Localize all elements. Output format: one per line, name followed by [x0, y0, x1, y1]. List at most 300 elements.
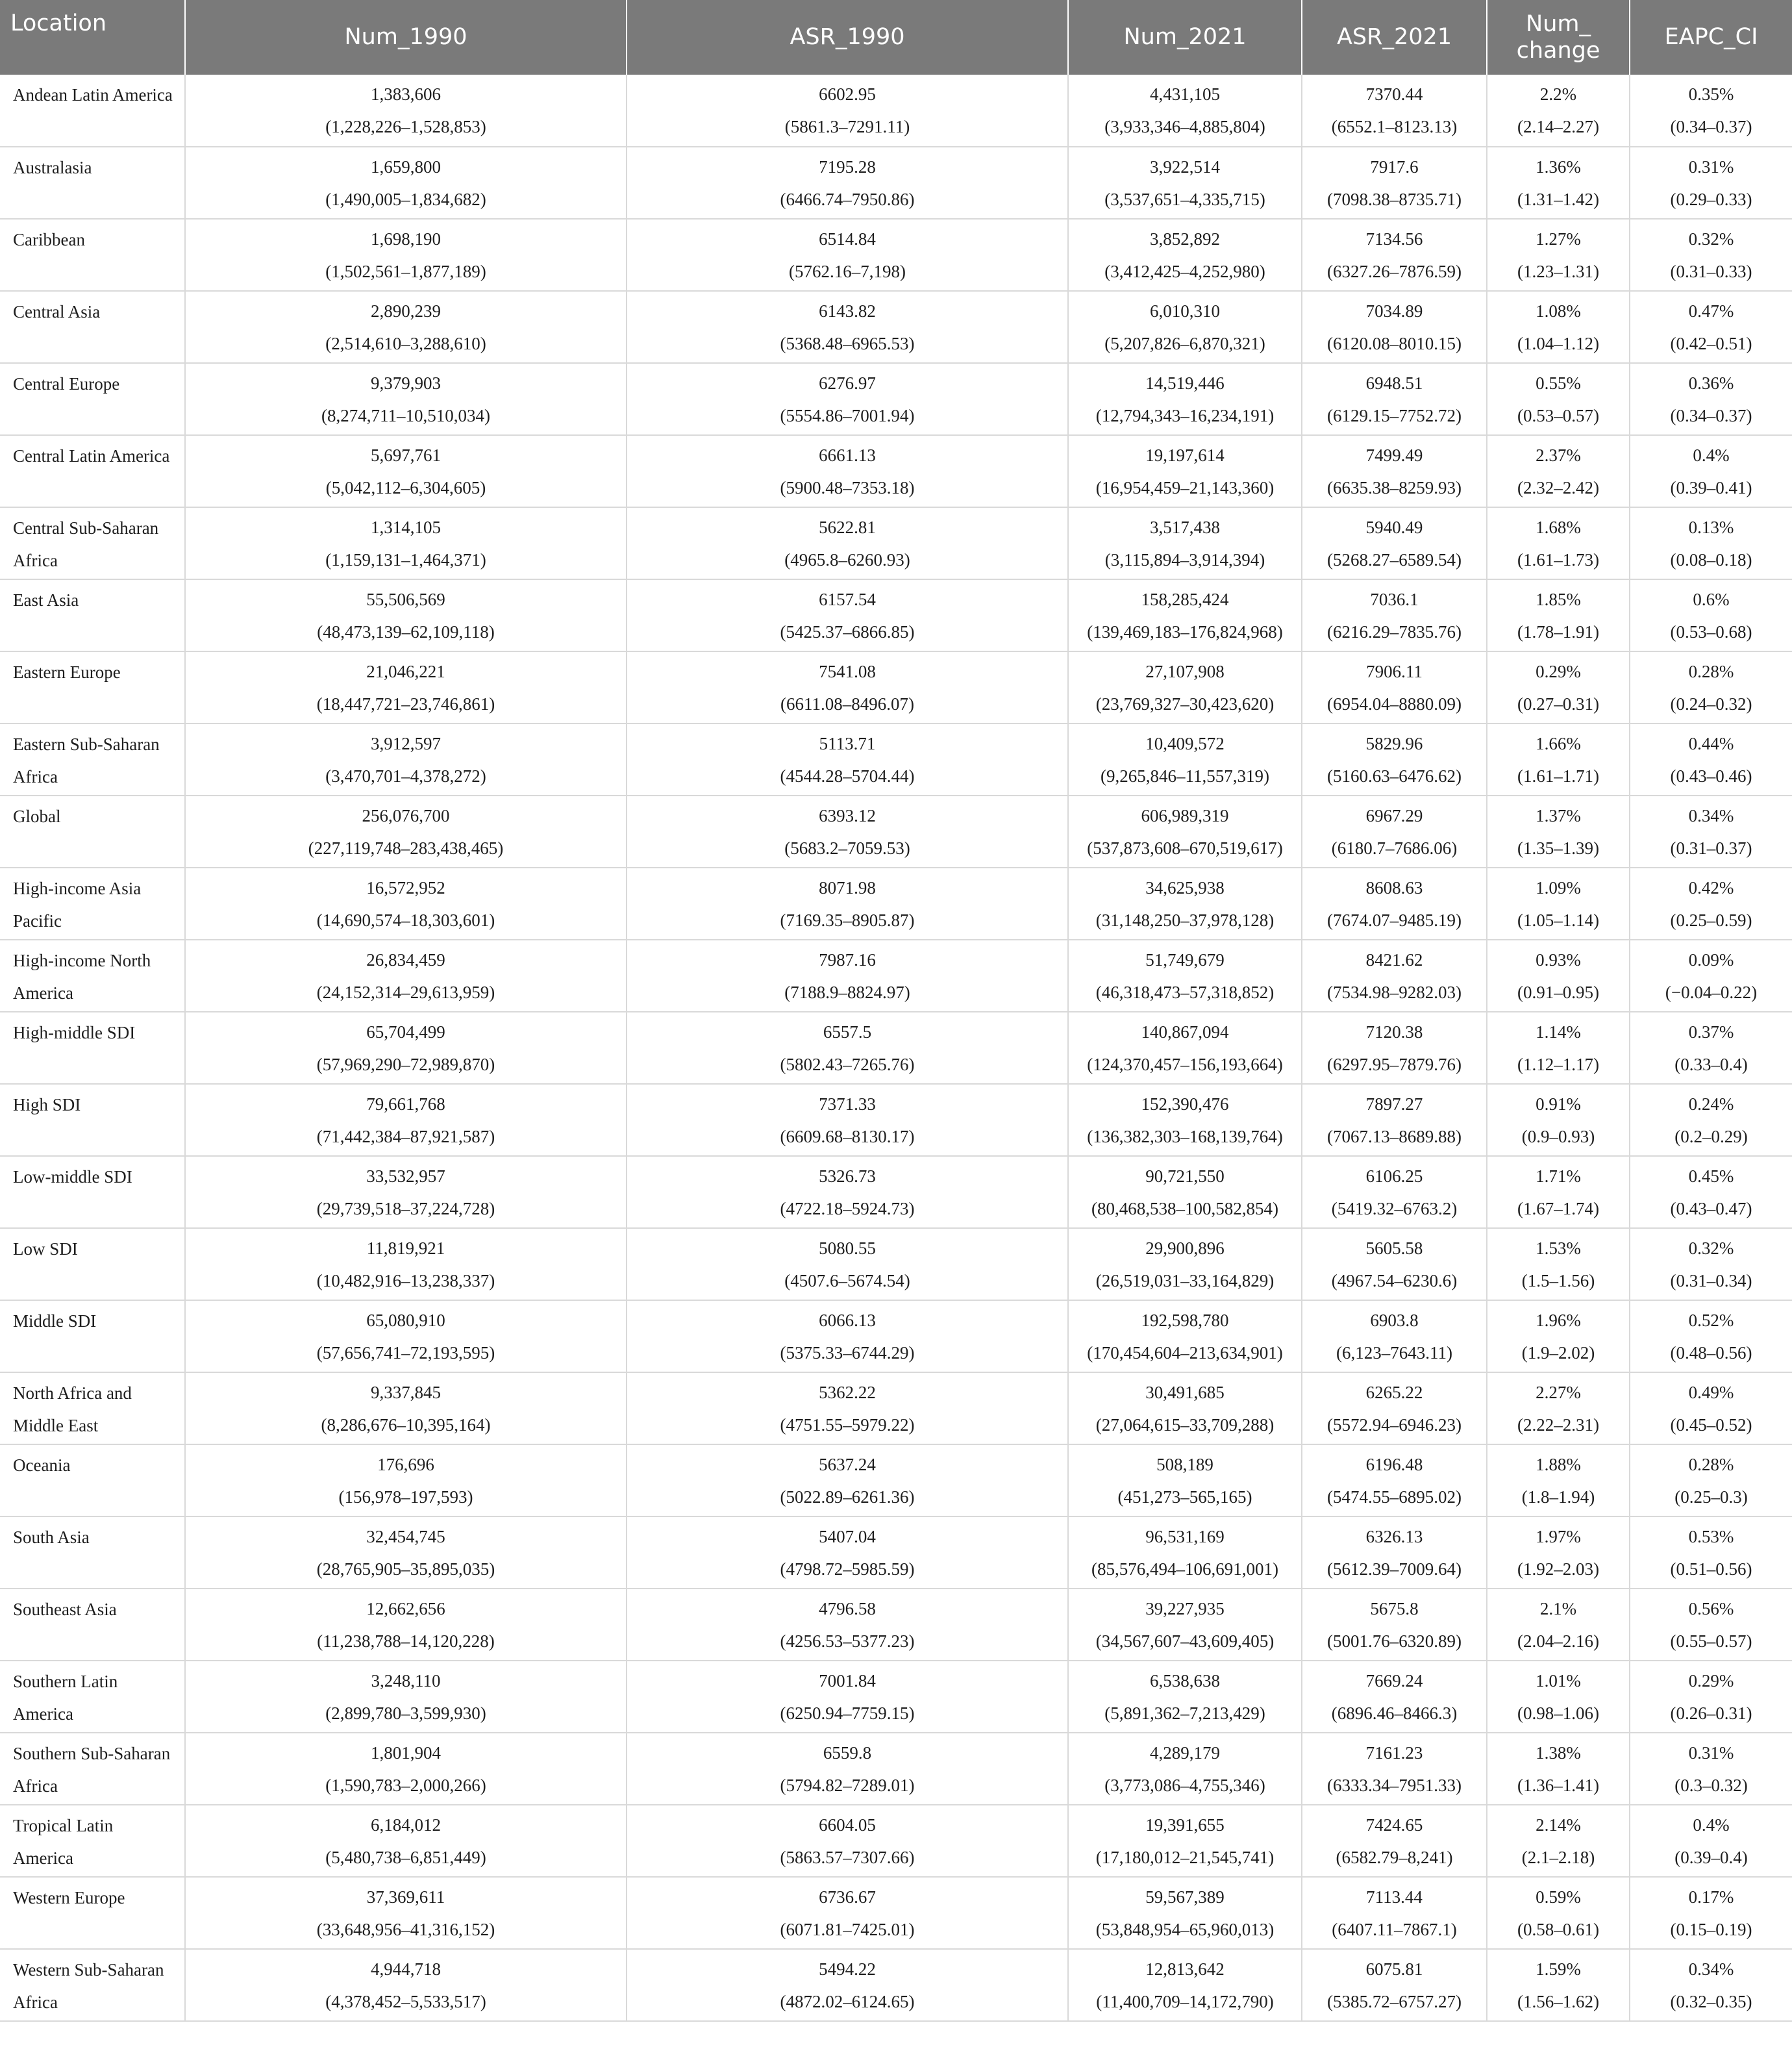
cell-interval: (0.91–0.95)	[1517, 982, 1599, 1002]
cell-interval: (6297.95–7879.76)	[1327, 1054, 1462, 1074]
cell-num-1990	[185, 291, 627, 363]
header-num-1990: Num_1990	[185, 0, 627, 75]
cell-asr-1990	[627, 507, 1068, 579]
cell-asr-1990	[627, 1877, 1068, 1949]
cell-value: 7917.6	[1370, 157, 1419, 177]
cell-value: 96,531,169	[1145, 1526, 1225, 1546]
cell-num-1990	[185, 147, 627, 219]
cell-asr-1990	[627, 1444, 1068, 1516]
cell-num-change	[1487, 579, 1630, 651]
cell-asr-2021	[1302, 940, 1487, 1012]
cell-asr-2021	[1302, 507, 1487, 579]
cell-interval: (5001.76–6320.89)	[1327, 1631, 1462, 1651]
cell-location	[0, 1156, 185, 1228]
cell-interval: (0.43–0.46)	[1670, 766, 1752, 786]
cell-value: 2.27%	[1536, 1382, 1581, 1402]
cell-interval: (6250.94–7759.15)	[780, 1703, 915, 1723]
cell-num-2021	[1068, 1805, 1302, 1877]
cell-num-change	[1487, 1733, 1630, 1805]
cell-interval: (0.53–0.57)	[1517, 405, 1599, 425]
cell-interval: (5794.82–7289.01)	[780, 1775, 915, 1795]
location-label: Central Asia	[13, 302, 101, 321]
cell-interval: (7098.38–8735.71)	[1327, 189, 1462, 209]
cell-location	[0, 291, 185, 363]
cell-value: 1,314,105	[371, 517, 441, 537]
cell-num-2021	[1068, 435, 1302, 507]
cell-interval: (1,159,131–1,464,371)	[325, 549, 486, 570]
cell-value: 0.91%	[1536, 1094, 1581, 1114]
cell-value: 90,721,550	[1145, 1166, 1225, 1186]
table-row	[0, 1444, 1792, 1516]
cell-value: 7897.27	[1365, 1094, 1423, 1114]
cell-interval: (4967.54–6230.6)	[1331, 1270, 1458, 1290]
cell-num-1990	[185, 1516, 627, 1589]
cell-value: 6557.5	[823, 1022, 872, 1042]
table-row	[0, 147, 1792, 219]
cell-value: 0.17%	[1688, 1887, 1734, 1907]
cell-asr-1990	[627, 1012, 1068, 1084]
cell-location	[0, 1949, 185, 2021]
table-row	[0, 1300, 1792, 1372]
cell-value: 29,900,896	[1145, 1238, 1225, 1258]
cell-interval: (6954.04–8880.09)	[1327, 694, 1462, 714]
cell-num-2021	[1068, 1733, 1302, 1805]
cell-num-2021	[1068, 147, 1302, 219]
cell-value: 16,572,952	[366, 877, 445, 898]
table-row	[0, 1733, 1792, 1805]
header-location: Location	[0, 0, 185, 75]
cell-value: 5080.55	[819, 1238, 876, 1258]
cell-interval: (0.24–0.32)	[1670, 694, 1752, 714]
cell-asr-2021	[1302, 1228, 1487, 1300]
location-label: Central Europe	[13, 374, 120, 394]
cell-interval: (5612.39–7009.64)	[1327, 1559, 1462, 1579]
location-label: Tropical Latin America	[13, 1816, 114, 1868]
cell-value: 2.1%	[1539, 1598, 1577, 1618]
cell-num-2021	[1068, 940, 1302, 1012]
cell-value: 0.4%	[1693, 445, 1730, 465]
cell-eapc-ci	[1630, 1228, 1792, 1300]
cell-interval: (2.1–2.18)	[1521, 1847, 1595, 1867]
cell-num-change	[1487, 435, 1630, 507]
cell-num-change	[1487, 1300, 1630, 1372]
cell-asr-1990	[627, 723, 1068, 796]
cell-value: 6143.82	[819, 301, 876, 321]
cell-value: 3,248,110	[371, 1670, 441, 1691]
cell-asr-1990	[627, 796, 1068, 868]
cell-interval: (80,468,538–100,582,854)	[1091, 1198, 1278, 1218]
cell-interval: (1.9–2.02)	[1521, 1342, 1595, 1363]
cell-interval: (0.45–0.52)	[1670, 1414, 1752, 1435]
cell-interval: (53,848,954–65,960,013)	[1095, 1919, 1275, 1939]
cell-eapc-ci	[1630, 868, 1792, 940]
cell-value: 2.2%	[1539, 84, 1577, 104]
cell-num-1990	[185, 1372, 627, 1444]
cell-asr-1990	[627, 1228, 1068, 1300]
cell-value: 0.29%	[1688, 1670, 1734, 1691]
cell-asr-1990	[627, 868, 1068, 940]
cell-num-1990	[185, 1300, 627, 1372]
cell-value: 1,698,190	[371, 229, 441, 249]
location-label: High-income Asia Pacific	[13, 879, 142, 931]
cell-asr-2021	[1302, 1372, 1487, 1444]
cell-value: 0.24%	[1688, 1094, 1734, 1114]
cell-eapc-ci	[1630, 651, 1792, 723]
cell-interval: (3,412,425–4,252,980)	[1104, 261, 1265, 281]
cell-value: 6106.25	[1365, 1166, 1423, 1186]
cell-value: 1.97%	[1536, 1526, 1581, 1546]
cell-eapc-ci	[1630, 1012, 1792, 1084]
cell-value: 6604.05	[819, 1815, 876, 1835]
cell-num-change	[1487, 940, 1630, 1012]
cell-value: 19,197,614	[1145, 445, 1225, 465]
cell-value: 1.88%	[1536, 1454, 1581, 1474]
cell-value: 0.42%	[1688, 877, 1734, 898]
cell-asr-1990	[627, 75, 1068, 147]
cell-interval: (29,739,518–37,224,728)	[316, 1198, 495, 1218]
table-row	[0, 1877, 1792, 1949]
cell-eapc-ci	[1630, 796, 1792, 868]
cell-num-change	[1487, 1012, 1630, 1084]
cell-num-change	[1487, 1228, 1630, 1300]
cell-asr-1990	[627, 1156, 1068, 1228]
cell-asr-1990	[627, 940, 1068, 1012]
cell-interval: (6635.38–8259.93)	[1327, 477, 1462, 497]
cell-interval: (0.9–0.93)	[1521, 1126, 1595, 1146]
cell-value: 1,383,606	[371, 84, 441, 104]
cell-value: 1.85%	[1536, 589, 1581, 609]
cell-asr-1990	[627, 1300, 1068, 1372]
cell-interval: (3,470,701–4,378,272)	[325, 766, 486, 786]
cell-num-1990	[185, 1084, 627, 1156]
cell-location	[0, 1877, 185, 1949]
cell-interval: (6609.68–8130.17)	[780, 1126, 915, 1146]
cell-interval: (136,382,303–168,139,764)	[1087, 1126, 1283, 1146]
cell-interval: (1,490,005–1,834,682)	[325, 189, 486, 209]
cell-num-change	[1487, 1084, 1630, 1156]
cell-value: 65,704,499	[366, 1022, 445, 1042]
cell-value: 6602.95	[819, 84, 876, 104]
cell-eapc-ci	[1630, 1589, 1792, 1661]
cell-num-2021	[1068, 1372, 1302, 1444]
cell-interval: (5268.27–6589.54)	[1327, 549, 1462, 570]
cell-value: 7424.65	[1365, 1815, 1423, 1835]
cell-eapc-ci	[1630, 1661, 1792, 1733]
cell-value: 7134.56	[1365, 229, 1423, 249]
cell-eapc-ci	[1630, 219, 1792, 291]
cell-asr-1990	[627, 435, 1068, 507]
cell-eapc-ci	[1630, 291, 1792, 363]
cell-interval: (0.51–0.56)	[1670, 1559, 1752, 1579]
cell-value: 6393.12	[819, 805, 876, 825]
cell-interval: (2.04–2.16)	[1517, 1631, 1599, 1651]
cell-asr-2021	[1302, 1733, 1487, 1805]
cell-eapc-ci	[1630, 147, 1792, 219]
cell-interval: (5,207,826–6,870,321)	[1104, 333, 1265, 353]
cell-interval: (6611.08–8496.07)	[780, 694, 914, 714]
cell-value: 6967.29	[1365, 805, 1423, 825]
cell-value: 55,506,569	[366, 589, 445, 609]
cell-interval: (3,773,086–4,755,346)	[1104, 1775, 1265, 1795]
cell-interval: (1.04–1.12)	[1517, 333, 1599, 353]
table-row	[0, 1805, 1792, 1877]
cell-value: 1.36%	[1536, 157, 1581, 177]
cell-num-1990	[185, 1733, 627, 1805]
location-label: Australasia	[13, 158, 92, 177]
cell-value: 0.32%	[1688, 1238, 1734, 1258]
cell-interval: (10,482,916–13,238,337)	[316, 1270, 495, 1290]
cell-asr-1990	[627, 1084, 1068, 1156]
cell-value: 1.66%	[1536, 733, 1581, 753]
cell-value: 0.59%	[1536, 1887, 1581, 1907]
cell-location	[0, 1444, 185, 1516]
cell-interval: (5385.72–6757.27)	[1327, 1991, 1462, 2011]
cell-interval: (24,152,314–29,613,959)	[316, 982, 495, 1002]
cell-interval: (5425.37–6866.85)	[780, 622, 915, 642]
location-label: Central Latin America	[13, 446, 170, 466]
cell-location	[0, 1805, 185, 1877]
table-row	[0, 75, 1792, 147]
cell-value: 2,890,239	[371, 301, 441, 321]
cell-num-change	[1487, 1877, 1630, 1949]
cell-location	[0, 363, 185, 435]
table-row	[0, 579, 1792, 651]
cell-interval: (11,238,788–14,120,228)	[317, 1631, 495, 1651]
cell-num-2021	[1068, 1084, 1302, 1156]
cell-num-change	[1487, 723, 1630, 796]
cell-num-1990	[185, 219, 627, 291]
cell-value: 7001.84	[819, 1670, 876, 1691]
cell-value: 3,852,892	[1150, 229, 1220, 249]
cell-interval: (27,064,615–33,709,288)	[1095, 1414, 1275, 1435]
cell-num-1990	[185, 1805, 627, 1877]
cell-interval: (8,274,711–10,510,034)	[321, 405, 490, 425]
cell-interval: (0.48–0.56)	[1670, 1342, 1752, 1363]
cell-value: 6,010,310	[1150, 301, 1220, 321]
cell-interval: (5375.33–6744.29)	[780, 1342, 915, 1363]
cell-interval: (1,502,561–1,877,189)	[325, 261, 486, 281]
cell-interval: (451,273–565,165)	[1117, 1487, 1252, 1507]
cell-num-change	[1487, 1949, 1630, 2021]
table-row	[0, 1516, 1792, 1589]
cell-value: 7906.11	[1366, 661, 1423, 681]
cell-interval: (0.31–0.33)	[1670, 261, 1752, 281]
cell-value: 0.09%	[1688, 949, 1734, 970]
cell-asr-2021	[1302, 1444, 1487, 1516]
cell-num-change	[1487, 1372, 1630, 1444]
location-label: Western Europe	[13, 1888, 125, 1907]
cell-interval: (1.05–1.14)	[1517, 910, 1599, 930]
location-label: South Asia	[13, 1527, 90, 1547]
cell-interval: (5,891,362–7,213,429)	[1104, 1703, 1265, 1723]
cell-num-change	[1487, 219, 1630, 291]
cell-num-2021	[1068, 1300, 1302, 1372]
cell-num-1990	[185, 75, 627, 147]
cell-num-1990	[185, 507, 627, 579]
cell-num-change	[1487, 1444, 1630, 1516]
cell-value: 7370.44	[1365, 84, 1423, 104]
cell-value: 0.44%	[1688, 733, 1734, 753]
cell-value: 37,369,611	[366, 1887, 445, 1907]
cell-eapc-ci	[1630, 75, 1792, 147]
cell-asr-2021	[1302, 1300, 1487, 1372]
cell-interval: (5,480,738–6,851,449)	[325, 1847, 486, 1867]
location-label: Oceania	[13, 1455, 71, 1475]
cell-interval: (6180.7–7686.06)	[1331, 838, 1458, 858]
cell-interval: (4722.18–5924.73)	[780, 1198, 915, 1218]
location-label: Southern Sub-Saharan Africa	[13, 1744, 171, 1796]
cell-value: 5326.73	[819, 1166, 876, 1186]
cell-value: 0.34%	[1688, 805, 1734, 825]
cell-interval: (33,648,956–41,316,152)	[316, 1919, 495, 1939]
cell-location	[0, 651, 185, 723]
cell-interval: (5,042,112–6,304,605)	[325, 477, 486, 497]
cell-interval: (−0.04–0.22)	[1665, 982, 1758, 1002]
cell-interval: (6129.15–7752.72)	[1327, 405, 1462, 425]
cell-value: 1,659,800	[371, 157, 441, 177]
cell-value: 152,390,476	[1141, 1094, 1229, 1114]
cell-asr-1990	[627, 1949, 1068, 2021]
cell-value: 8421.62	[1365, 949, 1423, 970]
cell-value: 9,379,903	[371, 373, 441, 393]
cell-value: 0.13%	[1688, 517, 1734, 537]
cell-num-change	[1487, 507, 1630, 579]
cell-interval: (6466.74–7950.86)	[780, 189, 915, 209]
cell-num-2021	[1068, 868, 1302, 940]
cell-value: 6559.8	[823, 1742, 872, 1763]
table-row	[0, 796, 1792, 868]
cell-num-change	[1487, 1661, 1630, 1733]
cell-num-2021	[1068, 651, 1302, 723]
cell-num-1990	[185, 868, 627, 940]
cell-asr-2021	[1302, 579, 1487, 651]
cell-value: 0.49%	[1688, 1382, 1734, 1402]
cell-num-2021	[1068, 796, 1302, 868]
cell-value: 65,080,910	[366, 1310, 445, 1330]
cell-interval: (0.33–0.4)	[1674, 1054, 1748, 1074]
cell-value: 1.37%	[1536, 805, 1581, 825]
location-label: Southern Latin America	[13, 1672, 118, 1724]
cell-value: 3,517,438	[1150, 517, 1220, 537]
table-row	[0, 1372, 1792, 1444]
location-label: Central Sub-Saharan Africa	[13, 518, 159, 570]
cell-eapc-ci	[1630, 1156, 1792, 1228]
cell-num-1990	[185, 796, 627, 868]
cell-interval: (3,933,346–4,885,804)	[1104, 117, 1265, 136]
cell-asr-2021	[1302, 723, 1487, 796]
cell-eapc-ci	[1630, 435, 1792, 507]
cell-value: 51,749,679	[1145, 949, 1225, 970]
cell-num-1990	[185, 723, 627, 796]
cell-eapc-ci	[1630, 1877, 1792, 1949]
cell-num-2021	[1068, 1012, 1302, 1084]
cell-interval: (4544.28–5704.44)	[780, 766, 915, 786]
cell-value: 6514.84	[819, 229, 876, 249]
cell-asr-2021	[1302, 1877, 1487, 1949]
cell-interval: (0.34–0.37)	[1670, 117, 1752, 136]
cell-value: 5829.96	[1365, 733, 1423, 753]
cell-interval: (1.23–1.31)	[1517, 261, 1599, 281]
cell-interval: (6120.08–8010.15)	[1327, 333, 1462, 353]
cell-asr-2021	[1302, 291, 1487, 363]
cell-location	[0, 579, 185, 651]
cell-value: 0.93%	[1536, 949, 1581, 970]
cell-value: 1.01%	[1536, 1670, 1581, 1691]
cell-value: 0.4%	[1693, 1815, 1730, 1835]
location-label: Low-middle SDI	[13, 1167, 132, 1187]
cell-interval: (0.39–0.4)	[1674, 1847, 1748, 1867]
cell-interval: (0.29–0.33)	[1670, 189, 1752, 209]
cell-interval: (2.22–2.31)	[1517, 1414, 1599, 1435]
cell-value: 140,867,094	[1141, 1022, 1229, 1042]
cell-asr-1990	[627, 1733, 1068, 1805]
cell-value: 32,454,745	[366, 1526, 445, 1546]
cell-value: 0.52%	[1688, 1310, 1734, 1330]
cell-asr-1990	[627, 1372, 1068, 1444]
cell-value: 7120.38	[1365, 1022, 1423, 1042]
cell-num-change	[1487, 1516, 1630, 1589]
cell-interval: (6896.46–8466.3)	[1331, 1703, 1458, 1723]
cell-interval: (5802.43–7265.76)	[780, 1054, 915, 1074]
cell-interval: (18,447,721–23,746,861)	[316, 694, 495, 714]
cell-value: 4,431,105	[1150, 84, 1220, 104]
cell-interval: (0.39–0.41)	[1670, 477, 1752, 497]
cell-interval: (5863.57–7307.66)	[780, 1847, 915, 1867]
cell-num-change	[1487, 1805, 1630, 1877]
cell-interval: (0.34–0.37)	[1670, 405, 1752, 425]
cell-location	[0, 1516, 185, 1589]
cell-value: 6903.8	[1370, 1310, 1419, 1330]
cell-value: 6075.81	[1365, 1959, 1423, 1979]
cell-value: 1.59%	[1536, 1959, 1581, 1979]
cell-value: 6196.48	[1365, 1454, 1423, 1474]
cell-value: 6661.13	[819, 445, 876, 465]
cell-eapc-ci	[1630, 1372, 1792, 1444]
cell-value: 1.68%	[1536, 517, 1581, 537]
location-label: Low SDI	[13, 1239, 78, 1259]
cell-interval: (12,794,343–16,234,191)	[1095, 405, 1275, 425]
cell-asr-2021	[1302, 219, 1487, 291]
cell-num-1990	[185, 1877, 627, 1949]
cell-value: 5605.58	[1365, 1238, 1423, 1258]
location-label: Andean Latin America	[13, 85, 173, 105]
cell-num-1990	[185, 1012, 627, 1084]
cell-interval: (0.43–0.47)	[1670, 1198, 1752, 1218]
cell-value: 1.27%	[1536, 229, 1581, 249]
cell-interval: (1.5–1.56)	[1521, 1270, 1595, 1290]
cell-value: 6,184,012	[371, 1815, 441, 1835]
cell-num-1990	[185, 940, 627, 1012]
cell-interval: (0.31–0.34)	[1670, 1270, 1752, 1290]
cell-value: 0.56%	[1688, 1598, 1734, 1618]
cell-interval: (5368.48–6965.53)	[780, 333, 915, 353]
cell-interval: (5419.32–6763.2)	[1331, 1198, 1458, 1218]
cell-num-change	[1487, 147, 1630, 219]
cell-value: 6948.51	[1365, 373, 1423, 393]
cell-num-change	[1487, 868, 1630, 940]
cell-num-2021	[1068, 291, 1302, 363]
cell-interval: (1.8–1.94)	[1521, 1487, 1595, 1507]
cell-interval: (1.67–1.74)	[1517, 1198, 1599, 1218]
cell-eapc-ci	[1630, 1084, 1792, 1156]
cell-value: 10,409,572	[1145, 733, 1225, 753]
cell-interval: (1.36–1.41)	[1517, 1775, 1599, 1795]
cell-value: 5622.81	[819, 517, 876, 537]
cell-asr-2021	[1302, 1012, 1487, 1084]
table-row	[0, 1156, 1792, 1228]
location-label: Southeast Asia	[13, 1600, 117, 1619]
cell-num-1990	[185, 579, 627, 651]
